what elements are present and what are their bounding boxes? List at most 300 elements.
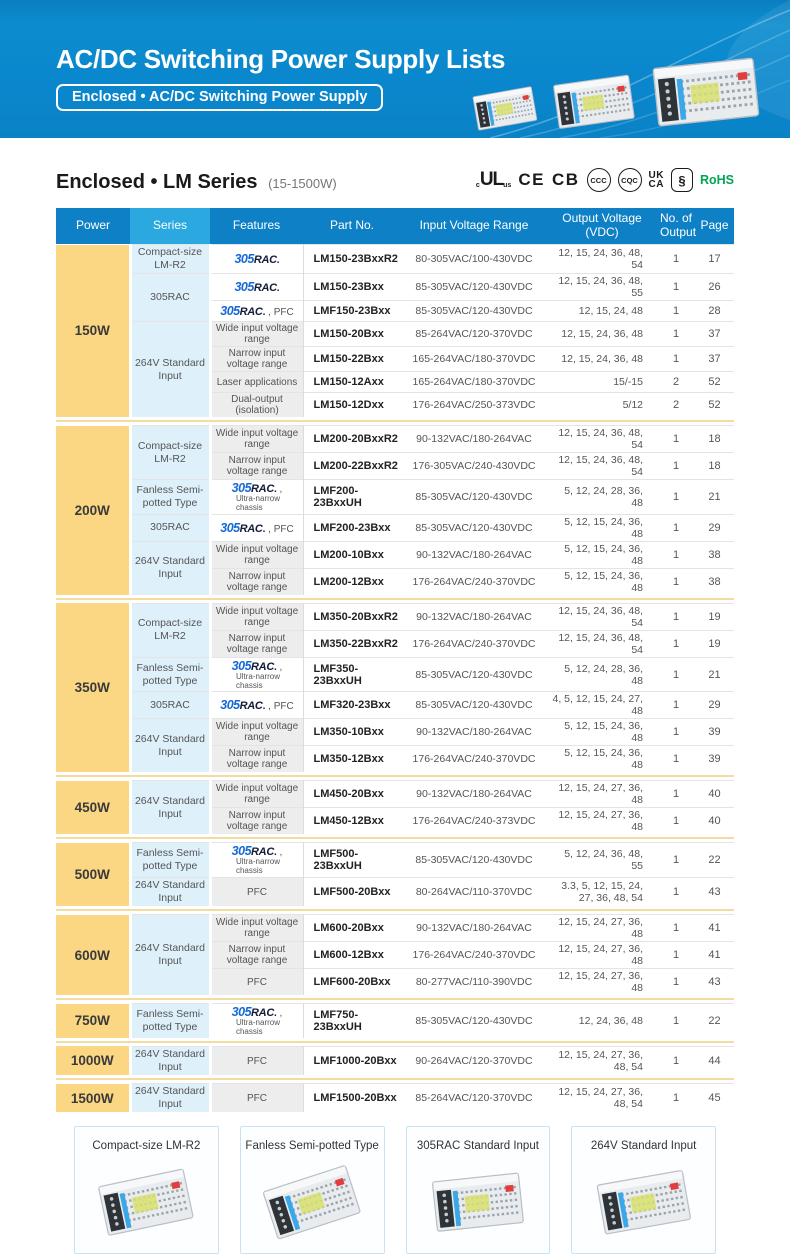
- part-no-cell: LMF200-23BxxUH: [303, 480, 401, 515]
- feature-comma: ,: [276, 661, 283, 673]
- page-cell: 39: [695, 719, 734, 746]
- output-count-cell: 1: [657, 942, 695, 969]
- input-voltage-cell: 176-264VAC/240-373VDC: [401, 808, 547, 835]
- logo-305rac: 305: [234, 280, 254, 295]
- feature-suffix: Ultra-narrow chassis: [235, 671, 280, 690]
- series-cell: 264V Standard Input: [130, 1084, 210, 1113]
- page-cell: 52: [695, 393, 734, 418]
- table-row: [56, 1046, 734, 1075]
- output-count-cell: 1: [657, 969, 695, 996]
- part-no-cell: LM150-22Bxx: [303, 347, 401, 372]
- group-separator: [56, 775, 734, 777]
- output-voltage-cell: 12, 15, 24, 36, 48, 54: [547, 603, 657, 630]
- feature-comma: ,: [276, 1008, 283, 1020]
- output-voltage-cell: 5, 12, 24, 36, 48, 55: [547, 843, 657, 878]
- power-cell: 600W: [56, 915, 130, 996]
- table-row: [56, 514, 734, 541]
- input-voltage-cell: 80-264VAC/110-370VDC: [401, 878, 547, 907]
- product-card-image: [430, 1152, 526, 1253]
- output-voltage-cell: 12, 15, 24, 27, 36, 48: [547, 781, 657, 808]
- series-cell: 305RAC: [130, 274, 210, 322]
- output-count-cell: 1: [657, 746, 695, 773]
- series-cell: Fanless Semi-potted Type: [130, 1004, 210, 1038]
- logo-305rac: 305: [231, 658, 252, 673]
- power-group-500w: [56, 842, 734, 906]
- series-cell: Compact-size LM-R2: [130, 603, 210, 657]
- feature-cell: Wide input voltage range: [210, 322, 303, 347]
- output-voltage-cell: 12, 15, 24, 27, 36, 48: [547, 942, 657, 969]
- header-cell-power: Power: [56, 208, 130, 244]
- series-cell: 264V Standard Input: [130, 541, 210, 595]
- output-voltage-cell: 5, 12, 24, 28, 36, 48: [547, 657, 657, 692]
- output-count-cell: 1: [657, 514, 695, 541]
- output-count-cell: 1: [657, 1084, 695, 1113]
- page-cell: 44: [695, 1046, 734, 1075]
- group-separator: [56, 837, 734, 839]
- output-count-cell: 2: [657, 393, 695, 418]
- page-cell: 38: [695, 541, 734, 568]
- psu-photo-medium: [548, 67, 639, 137]
- output-count-cell: 1: [657, 657, 695, 692]
- part-no-cell: LMF600-20Bxx: [303, 969, 401, 996]
- output-voltage-cell: 12, 15, 24, 36, 48, 55: [547, 274, 657, 301]
- output-voltage-cell: 5, 12, 24, 28, 36, 48: [547, 480, 657, 515]
- output-voltage-cell: 12, 15, 24, 48: [547, 301, 657, 322]
- table-row: [56, 915, 734, 942]
- product-card: [406, 1126, 551, 1254]
- page-cell: 41: [695, 915, 734, 942]
- page-cell: 22: [695, 843, 734, 878]
- part-no-cell: LM200-20BxxR2: [303, 426, 401, 453]
- series-cell: 264V Standard Input: [130, 719, 210, 773]
- output-count-cell: 1: [657, 274, 695, 301]
- input-voltage-cell: 90-132VAC/180-264VAC: [401, 915, 547, 942]
- power-group-1000w: [56, 1046, 734, 1075]
- power-cell: 150W: [56, 245, 130, 418]
- logo-dot: .: [276, 255, 280, 267]
- part-no-cell: LM350-20BxxR2: [303, 603, 401, 630]
- cert-rohs-icon: RoHS: [699, 173, 734, 187]
- output-count-cell: 1: [657, 719, 695, 746]
- power-cell: 500W: [56, 843, 130, 906]
- output-voltage-cell: 12, 15, 24, 27, 36, 48: [547, 808, 657, 835]
- table-row: [56, 719, 734, 746]
- output-voltage-cell: 12, 15, 24, 36, 48, 54: [547, 245, 657, 274]
- output-count-cell: 2: [657, 372, 695, 393]
- feature-cell: Narrow input voltage range: [210, 942, 303, 969]
- input-voltage-cell: 85-305VAC/120-430VDC: [401, 1004, 547, 1038]
- feature-suffix: , PFC: [265, 523, 294, 535]
- input-voltage-cell: 90-264VAC/120-370VDC: [401, 1046, 547, 1075]
- feature-comma: ,: [276, 484, 283, 496]
- input-voltage-cell: 85-305VAC/120-430VDC: [401, 692, 547, 719]
- input-voltage-cell: 80-305VAC/100-430VDC: [401, 245, 547, 274]
- feature-cell: Wide input voltage range: [210, 541, 303, 568]
- series-cell: 264V Standard Input: [130, 915, 210, 996]
- table-row: [56, 426, 734, 453]
- power-cell: 1500W: [56, 1084, 130, 1113]
- feature-cell: [210, 692, 303, 719]
- series-cell: Fanless Semi-potted Type: [130, 657, 210, 692]
- input-voltage-cell: 85-305VAC/120-430VDC: [401, 514, 547, 541]
- page-cell: 43: [695, 969, 734, 996]
- feature-cell: [210, 843, 303, 878]
- output-count-cell: 1: [657, 322, 695, 347]
- part-no-cell: LM450-20Bxx: [303, 781, 401, 808]
- product-card-title: Fanless Semi-potted Type: [245, 1140, 379, 1153]
- page-cell: 17: [695, 245, 734, 274]
- psu-photo-large: [646, 48, 766, 137]
- feature-cell: PFC: [210, 1046, 303, 1075]
- logo-305rac: 305: [231, 844, 252, 859]
- output-voltage-cell: 5, 12, 15, 24, 36, 48: [547, 541, 657, 568]
- page-cell: 21: [695, 657, 734, 692]
- feature-cell: [210, 514, 303, 541]
- header-cell-features: Features: [210, 208, 303, 244]
- output-voltage-cell: 5, 12, 15, 24, 36, 48: [547, 746, 657, 773]
- part-no-cell: LM150-12Axx: [303, 372, 401, 393]
- part-no-cell: LMF500-23BxxUH: [303, 843, 401, 878]
- page-cell: 26: [695, 274, 734, 301]
- power-range: (15-1500W): [268, 176, 337, 191]
- input-voltage-cell: 90-132VAC/180-264VAC: [401, 603, 547, 630]
- table-row: [56, 692, 734, 719]
- page-cell: 18: [695, 453, 734, 480]
- output-voltage-cell: 12, 15, 24, 36, 48, 54: [547, 630, 657, 657]
- section-header: [56, 168, 734, 194]
- feature-suffix: , PFC: [265, 701, 294, 713]
- page-cell: 40: [695, 808, 734, 835]
- part-no-cell: LM150-23BxxR2: [303, 245, 401, 274]
- part-no-cell: LM200-10Bxx: [303, 541, 401, 568]
- output-count-cell: 1: [657, 878, 695, 907]
- feature-cell: Dual-output (isolation): [210, 393, 303, 418]
- banner-subtitle: Enclosed • AC/DC Switching Power Supply: [56, 84, 383, 111]
- logo-305rac: 305: [220, 304, 240, 319]
- input-voltage-cell: 90-132VAC/180-264VAC: [401, 719, 547, 746]
- header-cell-output-voltage-vdc: Output Voltage (VDC): [547, 208, 657, 244]
- feature-cell: Wide input voltage range: [210, 915, 303, 942]
- part-no-cell: LM200-12Bxx: [303, 568, 401, 595]
- series-cell: Fanless Semi-potted Type: [130, 480, 210, 515]
- table-row: [56, 603, 734, 630]
- series-cell: 305RAC: [130, 692, 210, 719]
- feature-suffix: Ultra-narrow chassis: [235, 857, 280, 876]
- part-no-cell: LM450-12Bxx: [303, 808, 401, 835]
- table-row: [56, 274, 734, 301]
- product-type-cards: [56, 1126, 734, 1254]
- banner: [0, 0, 790, 138]
- feature-cell: Narrow input voltage range: [210, 453, 303, 480]
- page-cell: 52: [695, 372, 734, 393]
- logo-305rac-rac: RAC: [251, 1007, 274, 1020]
- page-cell: 38: [695, 568, 734, 595]
- group-separator: [56, 1041, 734, 1043]
- logo-305rac-rac: RAC: [253, 254, 277, 267]
- page-cell: 41: [695, 942, 734, 969]
- table-row: [56, 245, 734, 274]
- power-group-600w: [56, 914, 734, 995]
- input-voltage-cell: 85-305VAC/120-430VDC: [401, 480, 547, 515]
- product-card-title: 264V Standard Input: [590, 1140, 697, 1153]
- output-voltage-cell: 12, 15, 24, 27, 36, 48: [547, 969, 657, 996]
- psu-photo-small: [469, 81, 542, 138]
- logo-dot: .: [262, 701, 266, 713]
- output-voltage-cell: 12, 15, 24, 36, 48: [547, 347, 657, 372]
- input-voltage-cell: 176-264VAC/250-373VDC: [401, 393, 547, 418]
- page-cell: 19: [695, 603, 734, 630]
- group-separator: [56, 420, 734, 422]
- cert-cqc-icon: CQC: [618, 168, 642, 192]
- series-cell: 305RAC: [130, 514, 210, 541]
- output-count-cell: 1: [657, 426, 695, 453]
- output-voltage-cell: 12, 15, 24, 36, 48, 54: [547, 453, 657, 480]
- output-count-cell: 1: [657, 301, 695, 322]
- logo-305rac-rac: RAC: [253, 282, 277, 295]
- feature-cell: [210, 245, 303, 274]
- feature-suffix: Ultra-narrow chassis: [235, 1018, 280, 1037]
- input-voltage-cell: 165-264VAC/180-370VDC: [401, 347, 547, 372]
- power-group-450w: [56, 780, 734, 834]
- output-count-cell: 1: [657, 843, 695, 878]
- part-no-cell: LM350-10Bxx: [303, 719, 401, 746]
- feature-cell: PFC: [210, 1084, 303, 1113]
- part-no-cell: LMF320-23Bxx: [303, 692, 401, 719]
- logo-305rac: 305: [220, 520, 240, 535]
- output-voltage-cell: 5, 12, 15, 24, 36, 48: [547, 719, 657, 746]
- output-voltage-cell: 12, 15, 24, 36, 48: [547, 322, 657, 347]
- output-count-cell: 1: [657, 1046, 695, 1075]
- logo-dot: .: [273, 1008, 277, 1020]
- psu-photo: [92, 1160, 200, 1246]
- product-card: [74, 1126, 219, 1254]
- table-row: [56, 322, 734, 347]
- page-content: [0, 168, 790, 1254]
- power-cell: 450W: [56, 781, 130, 835]
- cert-ce-icon: CE: [518, 170, 545, 189]
- input-voltage-cell: 176-305VAC/240-430VDC: [401, 453, 547, 480]
- logo-dot: .: [262, 307, 266, 319]
- page-cell: 45: [695, 1084, 734, 1113]
- table-header-row: [56, 208, 734, 244]
- section-title: [56, 171, 337, 194]
- part-no-cell: LM350-22BxxR2: [303, 630, 401, 657]
- output-count-cell: 1: [657, 347, 695, 372]
- cert-cb-icon: CB: [551, 170, 580, 189]
- part-no-cell: LM150-20Bxx: [303, 322, 401, 347]
- table-row: [56, 781, 734, 808]
- input-voltage-cell: 165-264VAC/180-370VDC: [401, 372, 547, 393]
- power-group-350w: [56, 603, 734, 773]
- page-cell: 40: [695, 781, 734, 808]
- input-voltage-cell: 176-264VAC/240-370VDC: [401, 942, 547, 969]
- output-voltage-cell: 15/-15: [547, 372, 657, 393]
- series-cell: 264V Standard Input: [130, 322, 210, 418]
- psu-photo: [256, 1156, 368, 1250]
- part-no-cell: LMF1500-20Bxx: [303, 1084, 401, 1113]
- feature-cell: Wide input voltage range: [210, 603, 303, 630]
- output-count-cell: 1: [657, 630, 695, 657]
- table-row: [56, 1004, 734, 1038]
- table-row: [56, 1084, 734, 1113]
- logo-305rac-rac: RAC: [251, 846, 274, 859]
- series-cell: Fanless Semi-potted Type: [130, 843, 210, 878]
- power-group-200w: [56, 425, 734, 595]
- feature-cell: [210, 1004, 303, 1038]
- input-voltage-cell: 80-277VAC/110-390VDC: [401, 969, 547, 996]
- page-cell: 37: [695, 322, 734, 347]
- page-cell: 21: [695, 480, 734, 515]
- output-voltage-cell: 12, 15, 24, 27, 36, 48, 54: [547, 1046, 657, 1075]
- output-count-cell: 1: [657, 568, 695, 595]
- logo-dot: .: [262, 523, 266, 535]
- feature-comma: ,: [276, 847, 283, 859]
- group-separator: [56, 909, 734, 911]
- feature-cell: Laser applications: [210, 372, 303, 393]
- input-voltage-cell: 85-305VAC/120-430VDC: [401, 843, 547, 878]
- series-name: Enclosed • LM Series: [56, 171, 258, 193]
- feature-cell: Narrow input voltage range: [210, 746, 303, 773]
- input-voltage-cell: 85-305VAC/120-430VDC: [401, 274, 547, 301]
- input-voltage-cell: 85-264VAC/120-370VDC: [401, 322, 547, 347]
- group-separator: [56, 1078, 734, 1080]
- input-voltage-cell: 176-264VAC/240-370VDC: [401, 746, 547, 773]
- part-no-cell: LM600-20Bxx: [303, 915, 401, 942]
- cert-ccc-icon: CCC: [587, 168, 611, 192]
- feature-cell: Wide input voltage range: [210, 426, 303, 453]
- table-row: [56, 657, 734, 692]
- page-cell: 18: [695, 426, 734, 453]
- psu-photo: [427, 1164, 530, 1242]
- logo-305rac: 305: [234, 252, 254, 267]
- output-voltage-cell: 5/12: [547, 393, 657, 418]
- header-cell-no-of-output: No. of Output: [657, 208, 695, 244]
- product-card-title: Compact-size LM-R2: [92, 1140, 201, 1153]
- page-cell: 39: [695, 746, 734, 773]
- output-voltage-cell: 4, 5, 12, 15, 24, 27, 48: [547, 692, 657, 719]
- table-row: [56, 480, 734, 515]
- certification-marks: [476, 168, 734, 194]
- series-cell: 264V Standard Input: [130, 1046, 210, 1075]
- input-voltage-cell: 176-264VAC/240-370VDC: [401, 568, 547, 595]
- logo-dot: .: [273, 484, 277, 496]
- output-voltage-cell: 12, 15, 24, 27, 36, 48: [547, 915, 657, 942]
- output-voltage-cell: 12, 15, 24, 27, 36, 48, 54: [547, 1084, 657, 1113]
- feature-suffix: , PFC: [265, 307, 294, 319]
- header-cell-page: Page: [695, 208, 734, 244]
- output-count-cell: 1: [657, 692, 695, 719]
- feature-cell: PFC: [210, 878, 303, 907]
- output-count-cell: 1: [657, 453, 695, 480]
- part-no-cell: LM200-22BxxR2: [303, 453, 401, 480]
- power-group-1500w: [56, 1083, 734, 1112]
- feature-cell: [210, 657, 303, 692]
- feature-cell: Narrow input voltage range: [210, 630, 303, 657]
- power-cell: 1000W: [56, 1046, 130, 1075]
- feature-cell: Narrow input voltage range: [210, 808, 303, 835]
- logo-305rac-rac: RAC: [251, 660, 274, 673]
- logo-dot: .: [273, 847, 277, 859]
- output-count-cell: 1: [657, 603, 695, 630]
- power-cell: 200W: [56, 426, 130, 595]
- power-group-750w: [56, 1003, 734, 1038]
- logo-305rac-rac: RAC: [239, 522, 263, 535]
- logo-305rac: 305: [220, 698, 240, 713]
- logo-dot: .: [273, 661, 277, 673]
- product-card: [571, 1126, 716, 1254]
- input-voltage-cell: 85-305VAC/120-430VDC: [401, 301, 547, 322]
- page-cell: 19: [695, 630, 734, 657]
- series-cell: 264V Standard Input: [130, 781, 210, 835]
- output-count-cell: 1: [657, 541, 695, 568]
- cert-ul-icon: c UL us: [475, 169, 512, 191]
- table-body: [56, 244, 734, 1112]
- table-row: [56, 878, 734, 907]
- logo-305rac-rac: RAC: [239, 306, 263, 319]
- feature-cell: PFC: [210, 969, 303, 996]
- part-no-cell: LMF1000-20Bxx: [303, 1046, 401, 1075]
- logo-305rac: 305: [231, 1005, 252, 1020]
- page-cell: 37: [695, 347, 734, 372]
- part-no-cell: LM150-23Bxx: [303, 274, 401, 301]
- page-cell: 22: [695, 1004, 734, 1038]
- header-cell-input-voltage-range: Input Voltage Range: [401, 208, 547, 244]
- output-count-cell: 1: [657, 808, 695, 835]
- input-voltage-cell: 90-132VAC/180-264VAC: [401, 541, 547, 568]
- output-count-cell: 1: [657, 480, 695, 515]
- banner-title: AC/DC Switching Power Supply Lists: [56, 44, 506, 74]
- part-no-cell: LM150-12Dxx: [303, 393, 401, 418]
- feature-cell: [210, 301, 303, 322]
- feature-cell: Narrow input voltage range: [210, 568, 303, 595]
- power-cell: 750W: [56, 1004, 130, 1038]
- logo-305rac: 305: [231, 481, 252, 496]
- product-card-image: [98, 1152, 194, 1253]
- output-voltage-cell: 5, 12, 15, 24, 36, 48: [547, 568, 657, 595]
- group-separator: [56, 998, 734, 1000]
- feature-cell: [210, 274, 303, 301]
- cert-s-mark-icon: §: [671, 168, 693, 192]
- banner-product-photos: [472, 54, 762, 132]
- series-cell: Compact-size LM-R2: [130, 245, 210, 274]
- feature-cell: [210, 480, 303, 515]
- parts-table: [56, 208, 734, 1112]
- psu-photo: [590, 1161, 696, 1245]
- header-cell-series: Series: [130, 208, 210, 244]
- output-count-cell: 1: [657, 915, 695, 942]
- series-cell: Compact-size LM-R2: [130, 426, 210, 480]
- group-separator: [56, 598, 734, 600]
- output-voltage-cell: 12, 15, 24, 36, 48, 54: [547, 426, 657, 453]
- product-card-image: [264, 1152, 360, 1253]
- page-cell: 43: [695, 878, 734, 907]
- part-no-cell: LMF500-20Bxx: [303, 878, 401, 907]
- part-no-cell: LMF150-23Bxx: [303, 301, 401, 322]
- product-card: [240, 1126, 385, 1254]
- part-no-cell: LM600-12Bxx: [303, 942, 401, 969]
- part-no-cell: LM350-12Bxx: [303, 746, 401, 773]
- feature-cell: Wide input voltage range: [210, 781, 303, 808]
- output-voltage-cell: 12, 24, 36, 48: [547, 1004, 657, 1038]
- logo-dot: .: [276, 283, 280, 295]
- product-card-title: 305RAC Standard Input: [416, 1140, 539, 1153]
- input-voltage-cell: 176-264VAC/240-370VDC: [401, 630, 547, 657]
- part-no-cell: LMF750-23BxxUH: [303, 1004, 401, 1038]
- feature-suffix: Ultra-narrow chassis: [235, 494, 280, 513]
- page-cell: 29: [695, 692, 734, 719]
- parts-table-header: [56, 208, 734, 244]
- logo-305rac-rac: RAC: [251, 483, 274, 496]
